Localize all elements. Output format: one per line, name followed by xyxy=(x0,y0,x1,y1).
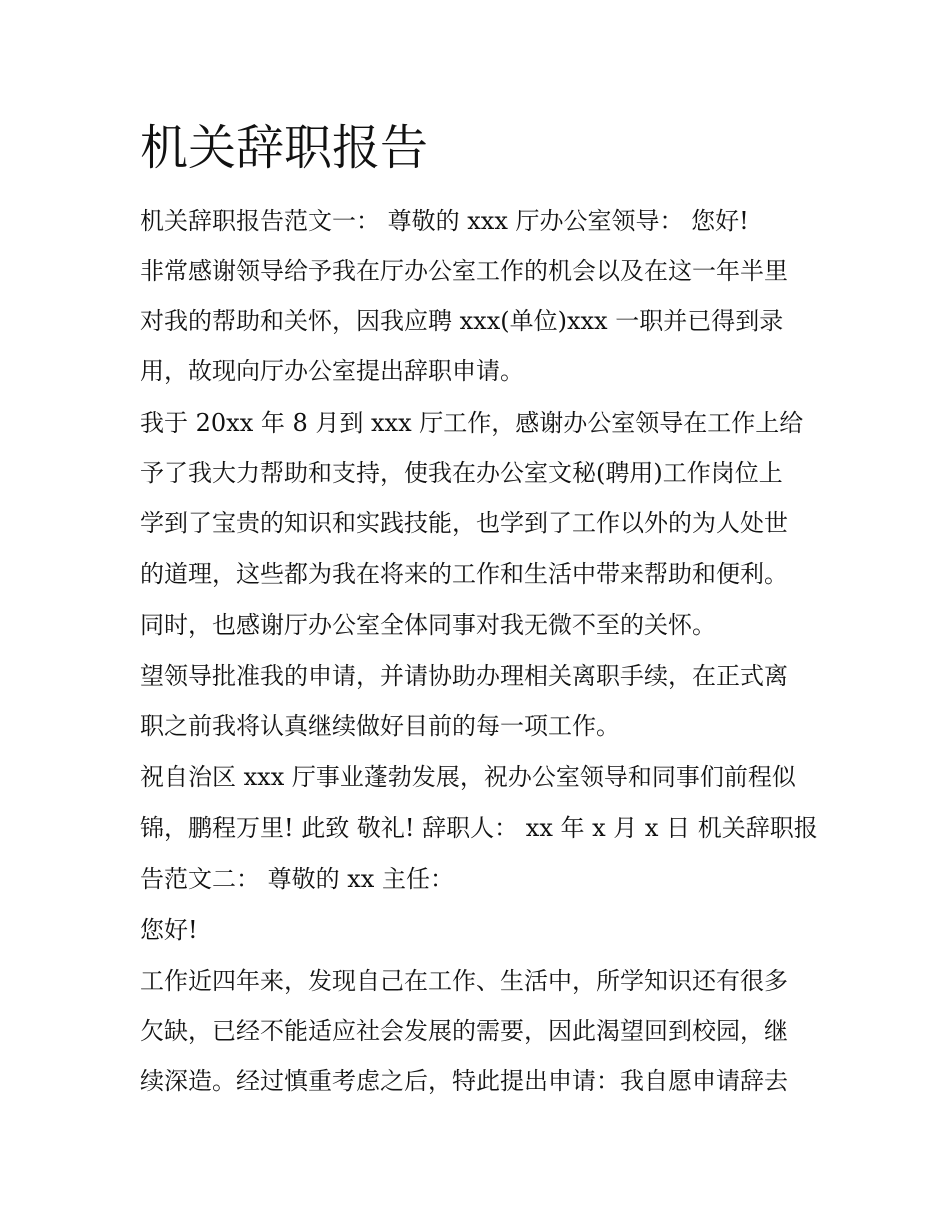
text-line: 同时，也感谢厅办公室全体同事对我无微不至的关怀。 xyxy=(140,611,716,639)
text-line: 非常感谢领导给予我在厅办公室工作的机会以及在这一年半里 xyxy=(140,257,788,285)
document-title: 机关辞职报告 xyxy=(140,120,429,176)
text-line: 机关辞职报告范文一： 尊敬的 xxx 厅办公室领导： 您好! xyxy=(140,207,749,235)
text-line: 告范文二： 尊敬的 xx 主任： xyxy=(140,865,454,893)
text-line: 对我的帮助和关怀，因我应聘 xxx(单位)xxx 一职并已得到录 xyxy=(140,307,784,335)
text-line: 的道理，这些都为我在将来的工作和生活中带来帮助和便利。 xyxy=(140,560,788,588)
text-line: 望领导批准我的申请，并请协助办理相关离职手续，在正式离 xyxy=(140,662,788,690)
text-line: 您好! xyxy=(140,916,198,944)
text-line: 用，故现向厅办公室提出辞职申请。 xyxy=(140,357,524,385)
text-line: 我于 20xx 年 8 月到 xxx 厅工作，感谢办公室领导在工作上给 xyxy=(140,409,804,437)
text-line: 学到了宝贵的知识和实践技能，也学到了工作以外的为人处世 xyxy=(140,509,788,537)
text-line: 祝自治区 xxx 厅事业蓬勃发展，祝办公室领导和同事们前程似 xyxy=(140,763,796,791)
text-line: 工作近四年来，发现自己在工作、生活中，所学知识还有很多 xyxy=(140,967,788,995)
text-line: 欠缺，已经不能适应社会发展的需要，因此渴望回到校园，继 xyxy=(140,1017,788,1045)
text-line: 职之前我将认真继续做好目前的每一项工作。 xyxy=(140,712,620,740)
text-line: 予了我大力帮助和支持，使我在办公室文秘(聘用)工作岗位上 xyxy=(140,459,783,487)
text-line: 锦，鹏程万里! 此致 敬礼! 辞职人： xx 年 x 月 x 日 机关辞职报 xyxy=(140,814,818,842)
text-line: 续深造。经过慎重考虑之后，特此提出申请：我自愿申请辞去 xyxy=(140,1067,788,1095)
